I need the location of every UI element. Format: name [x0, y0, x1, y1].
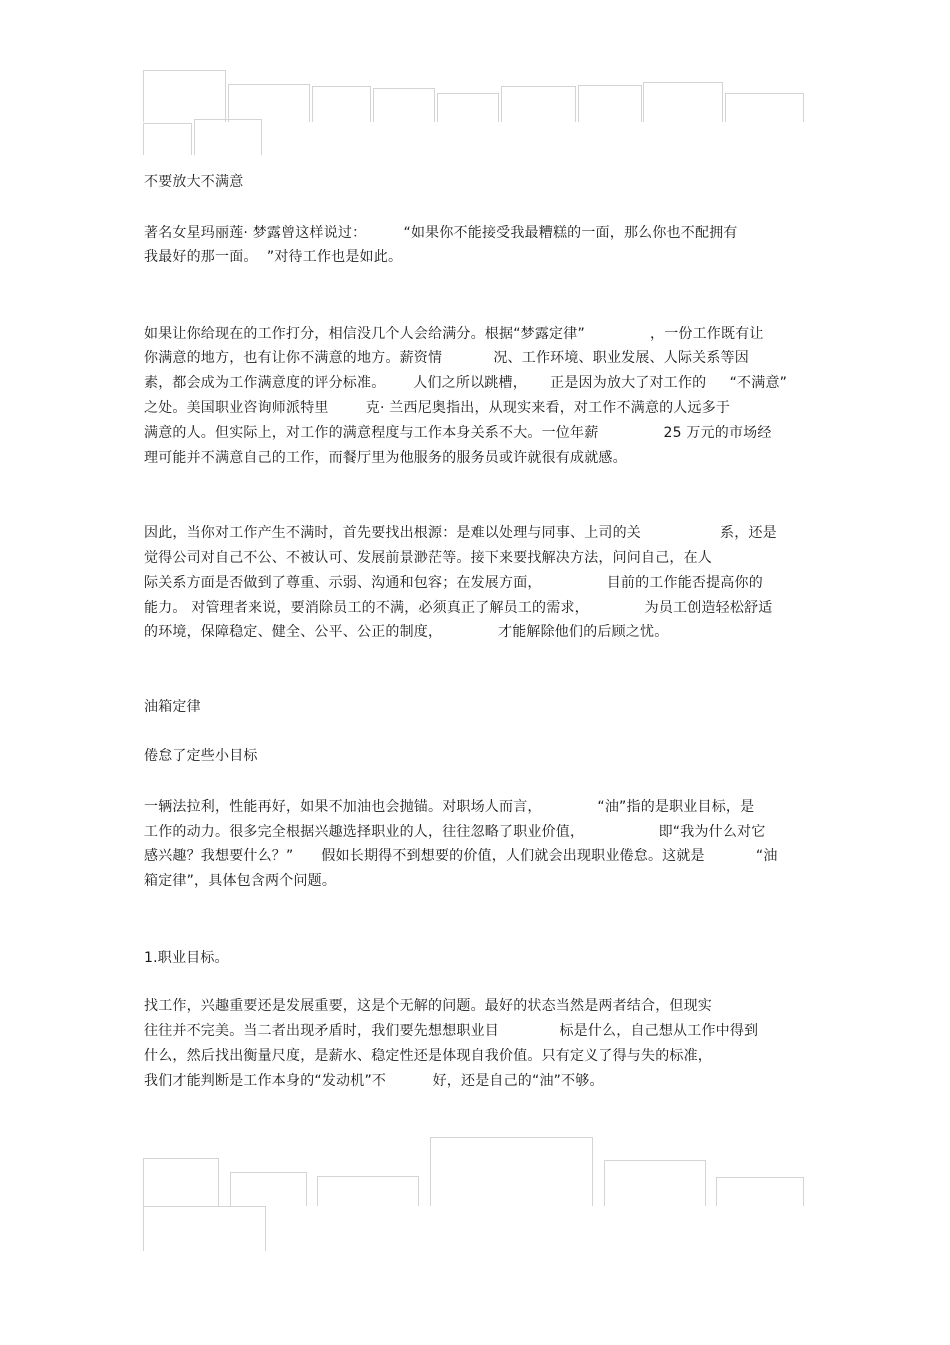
paragraph-line: 觉得公司对自己不公、不被认可、发展前景渺茫等。接下来要找解决方法，问问自己，在人 — [144, 550, 712, 566]
decor-box — [143, 70, 226, 122]
paragraph-line: 能力。 对管理者来说，要消除员工的不满，必须真正了解员工的需求， 为员工创造轻松舒适 — [144, 600, 773, 616]
decor-box — [725, 93, 804, 122]
decor-box — [143, 1206, 266, 1251]
decor-box — [578, 85, 642, 122]
doc-title: 不要放大不满意 — [144, 174, 244, 190]
paragraph-line: 际关系方面是否做到了尊重、示弱、沟通和包容；在发展方面， 目前的工作能否提高你的 — [144, 575, 763, 591]
paragraph-line: 因此，当你对工作产生不满时，首先要找出根源：是难以处理与同事、上司的关 系，还是 — [144, 525, 777, 541]
paragraph-line: 满意的人。但实际上，对工作的满意程度与工作本身关系不大。一位年薪 25 万元的市场经 — [144, 425, 772, 441]
intro-line: 我最好的那一面。 ”对待工作也是如此。 — [144, 249, 403, 265]
intro-line: 著名女星玛丽莲· 梦露曾这样说过： “如果你不能接受我最糟糕的一面，那么你也不配拥有 — [144, 225, 738, 241]
decor-box — [604, 1160, 706, 1206]
paragraph-line: 理可能并不满意自己的工作，而餐厅里为他服务的服务员或许就很有成就感。 — [144, 450, 627, 466]
paragraph-line: 之处。美国职业咨询师派特里 克· 兰西尼奥指出，从现实来看，对工作不满意的人远多于 — [144, 400, 731, 416]
paragraph-line: 一辆法拉利，性能再好，如果不加油也会抛锚。对职场人而言， “油”指的是职业目标，是 — [144, 799, 755, 815]
decor-box — [228, 84, 310, 122]
paragraph-line: 箱定律”，具体包含两个问题。 — [144, 873, 337, 889]
paragraph-line: 工作的动力。很多完全根据兴趣选择职业的人，往往忽略了职业价值， 即“我为什么对它 — [144, 824, 766, 840]
paragraph-line: 感兴趣？我想要什么？” 假如长期得不到想要的价值，人们就会出现职业倦怠。这就是 “油 — [144, 848, 778, 864]
decor-box — [317, 1176, 419, 1206]
decor-box — [143, 123, 192, 155]
section-title: 油箱定律 — [144, 699, 201, 715]
paragraph-line: 什么，然后找出衡量尺度，是薪水、稳定性还是体现自我价值。只有定义了得与失的标准， — [144, 1048, 712, 1064]
point-title: 1.职业目标。 — [144, 950, 229, 966]
decor-box — [501, 86, 576, 122]
paragraph-line: 找工作，兴趣重要还是发展重要，这是个无解的问题。最好的状态当然是两者结合，但现实 — [144, 998, 712, 1014]
paragraph-line: 如果让你给现在的工作打分，相信没几个人会给满分。根据“梦露定律” ，一份工作既有让 — [144, 326, 764, 342]
paragraph-line: 我们才能判断是工作本身的“发动机”不 好，还是自己的“油”不够。 — [144, 1073, 604, 1089]
decor-box — [194, 119, 262, 155]
decor-box — [312, 86, 371, 122]
paragraph-line: 的环境，保障稳定、健全、公平、公正的制度， 才能解除他们的后顾之忧。 — [144, 624, 669, 640]
decor-box — [373, 88, 435, 122]
decor-box — [437, 93, 499, 122]
section-subtitle: 倦怠了定些小目标 — [144, 748, 258, 764]
decor-box — [143, 1158, 219, 1206]
paragraph-line: 往往并不完美。当二者出现矛盾时，我们要先想想职业目 标是什么，自己想从工作中得到 — [144, 1023, 759, 1039]
decor-box — [430, 1137, 593, 1206]
decor-box — [643, 82, 723, 122]
paragraph-line: 素，都会成为工作满意度的评分标准。 人们之所以跳槽， 正是因为放大了对工作的 “不满意” — [144, 375, 788, 391]
decor-box — [716, 1177, 804, 1206]
paragraph-line: 你满意的地方，也有让你不满意的地方。薪资情 况、工作环境、职业发展、人际关系等因 — [144, 350, 749, 366]
decor-box — [230, 1172, 307, 1206]
